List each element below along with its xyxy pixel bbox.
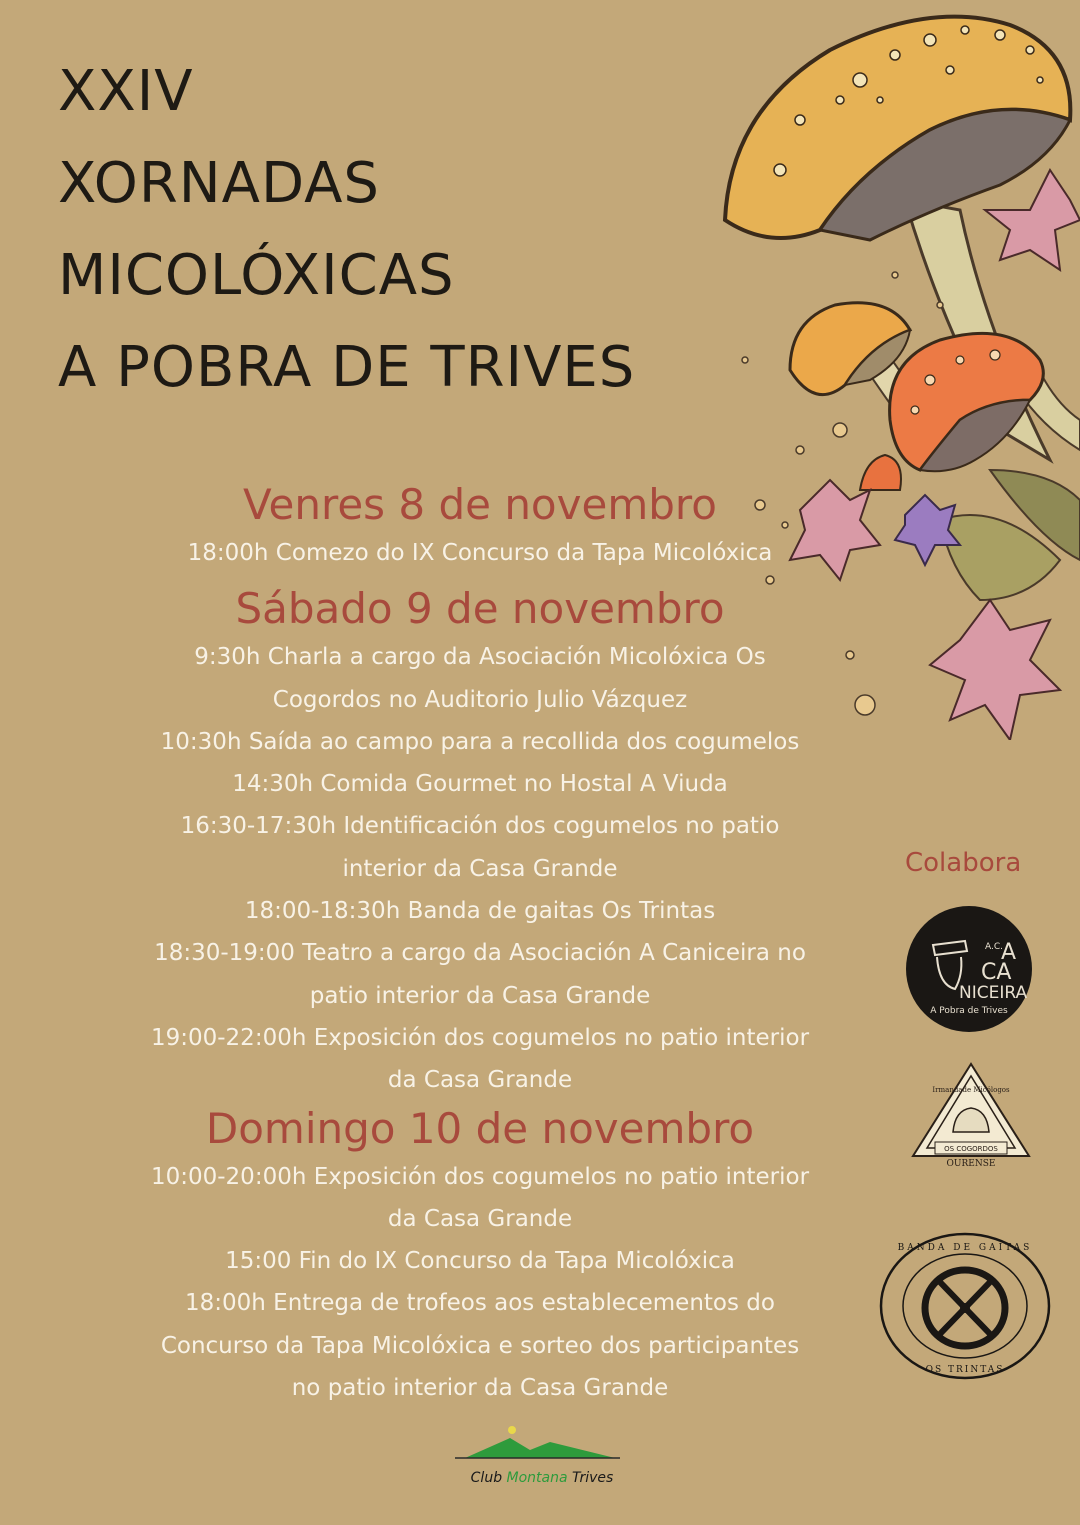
event-line: 19:00-22:00h Exposición dos cogumelos no patio interior	[150, 1024, 810, 1051]
mountain-icon	[465, 1438, 615, 1458]
logo3-top: BANDA DE GAITAS	[897, 1243, 1033, 1253]
logo1-niceira: NICEIRA	[959, 983, 1028, 1003]
logo1-a: A	[1001, 940, 1017, 965]
logo3-bottom: OS TRINTAS	[925, 1365, 1005, 1375]
logo1-sub: A Pobra de Trives	[930, 1006, 1008, 1016]
event-program	[40, 478, 920, 1409]
day-heading-sunday: Domingo 10 de novembro	[205, 1103, 755, 1153]
title-line-3: MICOLÓXICAS	[58, 243, 455, 308]
poster-title	[58, 46, 758, 414]
event-line: 18:30-19:00 Teatro a cargo da Asociación A Caniceira no	[154, 940, 806, 967]
caniceira-logo	[905, 905, 1033, 1033]
event-line: 9:30h Charla a cargo da Asociación Micolóxica Os	[194, 644, 766, 671]
logo2-top: Irmandade Micólogos	[932, 1086, 1010, 1094]
event-line: Concurso da Tapa Micolóxica e sorteo dos participantes	[160, 1332, 800, 1359]
event-line: Cogordos no Auditorio Julio Vázquez	[272, 686, 688, 713]
title-line-2: XORNADAS	[58, 151, 380, 216]
day-heading-saturday: Sábado 9 de novembro	[235, 584, 725, 634]
os-trintas-logo	[878, 1230, 1052, 1382]
logo2-place: OURENSE	[946, 1159, 996, 1169]
event-line: 10:00-20:00h Exposición dos cogumelos no patio interior	[150, 1163, 810, 1190]
event-line: 18:00h Comezo do IX Concurso da Tapa Micolóxica	[187, 540, 773, 566]
collaborators-label: Colabora	[905, 848, 1022, 878]
event-line: patio interior da Casa Grande	[309, 982, 651, 1009]
event-line: no patio interior da Casa Grande	[291, 1375, 669, 1402]
sun-icon	[508, 1426, 516, 1434]
logo1-ca: CA	[981, 960, 1012, 985]
event-line: da Casa Grande	[387, 1205, 573, 1232]
event-line: 10:30h Saída ao campo para a recollida dos cogumelos	[160, 728, 800, 755]
club-name: Club Montana Trives	[470, 1470, 614, 1486]
day-heading-friday: Venres 8 de novembro	[243, 480, 717, 529]
logo2-name: OS COGORDOS	[944, 1145, 998, 1153]
logo1-ac: A.C.	[985, 942, 1004, 952]
event-line: 16:30-17:30h Identificación dos cogumelos no patio	[180, 813, 780, 840]
event-line: 14:30h Comida Gourmet no Hostal A Viuda	[232, 771, 728, 798]
title-line-1: XXIV	[58, 59, 194, 124]
title-line-4: A POBRA DE TRIVES	[58, 335, 636, 400]
event-line: interior da Casa Grande	[342, 855, 618, 882]
event-line: 18:00-18:30h Banda de gaitas Os Trintas	[244, 898, 716, 925]
event-line: 15:00 Fin do IX Concurso da Tapa Micolóxica	[225, 1248, 735, 1275]
cogordos-logo	[905, 1060, 1037, 1172]
club-montana-trives-logo	[420, 1420, 665, 1492]
event-line: 18:00h Entrega de trofeos aos establecementos do	[185, 1290, 775, 1317]
event-line: da Casa Grande	[387, 1067, 573, 1094]
